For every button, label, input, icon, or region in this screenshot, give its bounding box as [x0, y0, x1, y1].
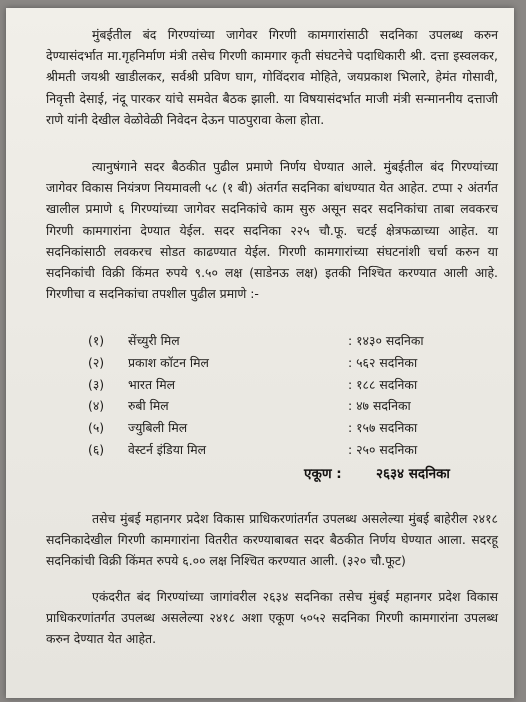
paragraph-summary: एकंदरीत बंद गिरण्यांच्या जागांवरील २६३४ सदनिका तसेच मुंबई महानगर प्रदेश विकास प्राधिकरणांतर्गत उपलब्ध असलेल्या २४१८ अशा एकूण ५०५२ सदनिका गिरणी कामगारांना उपलब्ध करुन देण्यात येत आहेत.	[46, 589, 498, 647]
list-item	[46, 352, 498, 374]
mill-number: (६)	[88, 441, 105, 457]
mill-number: (४)	[88, 398, 105, 414]
mill-number: (३)	[88, 376, 105, 392]
paragraph-decision: त्यानुषंगाने सदर बैठकीत पुढील प्रमाणे निर्णय घेण्यात आले. मुंबईतील बंद गिरण्यांच्या जागेवर विकास नियंत्रण नियमावली ५८ (१ बी) अंतर्गत सदनिका बांधण्यात येत आहेत. टप्पा २ अंतर्गत खालील प्रमाणे ६ गिरण्यांच्या जागेवर सदनिकांचे काम सुरु असून सदर सदनिकांचा ताबा लवकरच गिरणी कामगारांना देण्यात येईल. सदर सदनिका २२५ चौ.फू. चटई क्षेत्रफळाच्या आहेत. या सदनिकांसाठी लवकरच सोडत काढण्यात येईल. गिरणी कामगारांच्या संघटनांशी चर्चा करुन या सदनिकांची विक्री किंमत रुपये ९.५० लक्ष (साडेनऊ लक्ष) इतकी निश्चित करण्यात आली आहे. गिरणीचा व सदनिकांचा तपशील पुढील प्रमाणे :-	[46, 159, 498, 302]
list-item	[46, 395, 498, 417]
mill-unit-count: : ४७ सदनिका	[348, 398, 411, 414]
total-label: एकूण :	[304, 466, 342, 482]
list-item	[46, 374, 498, 396]
mill-name: वेस्टर्न इंडिया मिल	[128, 441, 207, 457]
paragraph-mmrda: तसेच मुंबई महानगर प्रदेश विकास प्राधिकरणांतर्गत उपलब्ध असलेल्या मुंबई बाहेरील २४१८ सदनिकादेखील गिरणी कामगारांना वितरीत करण्याबाबत सदर बैठकीत निर्णय घेण्यात आला. सदरहू सदनिकांची विक्री किंमत रुपये ६.०० लक्ष निश्चित करण्यात आली. (३२० चौ.फूट)	[46, 511, 498, 569]
mill-name: ज्युबिली मिल	[128, 420, 188, 436]
mill-unit-count: : ५६२ सदनिका	[348, 354, 418, 370]
list-item	[46, 439, 498, 461]
mill-number: (१)	[88, 333, 105, 348]
mill-number: (५)	[88, 420, 105, 436]
mill-name: रुबी मिल	[128, 398, 169, 414]
list-item	[46, 417, 498, 439]
mill-number: (२)	[88, 354, 105, 370]
paragraph-meeting: मुंबईतील बंद गिरण्यांच्या जागेवर गिरणी कामगारांसाठी सदनिका उपलब्ध करुन देण्यासंदर्भात मा.गृहनिर्माण मंत्री तसेच गिरणी कामगार कृती संघटनेचे पदाधिकारी श्री. दत्ता इस्वलकर, श्रीमती जयश्री खाडीलकर, सर्वश्री प्रविण घाग, गोविंदराव मोहिते, जयप्रकाश भिलारे, हेमंत गोसावी, निवृत्ती देसाई, नंदू पारकर यांचे समवेत बैठक झाली. या विषयासंदर्भात माजी मंत्री सन्माननीय दत्ताजी राणे यांनी देखील वेळोवेळी निवेदन देऊन पाठपुरावा केला होता.	[46, 27, 498, 127]
mill-unit-count: : १४३० सदनिका	[348, 333, 424, 348]
mill-unit-count: : २५० सदनिका	[348, 441, 418, 457]
mill-unit-count: : १५७ सदनिका	[348, 420, 418, 436]
document-page	[6, 8, 514, 698]
mill-name: भारत मिल	[128, 376, 176, 392]
list-item	[46, 330, 498, 352]
mill-unit-count: : १८८ सदनिका	[348, 376, 418, 392]
mill-list	[46, 330, 498, 461]
mill-name: सेंच्युरी मिल	[128, 333, 180, 348]
total-row	[46, 464, 498, 486]
mill-name: प्रकाश कॉटन मिल	[128, 354, 209, 370]
total-value: २६३४ सदनिका	[376, 466, 450, 482]
